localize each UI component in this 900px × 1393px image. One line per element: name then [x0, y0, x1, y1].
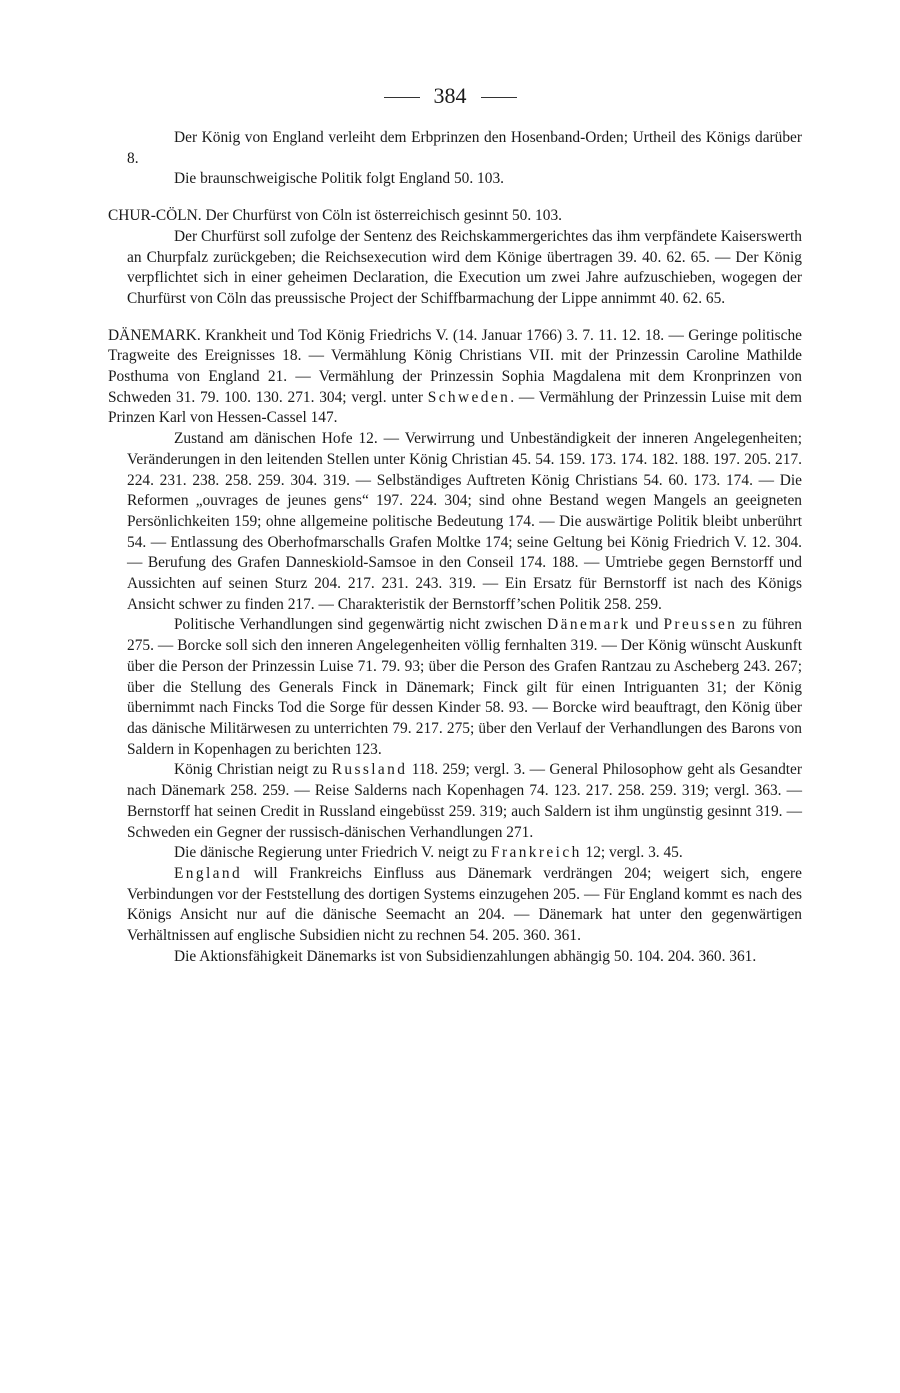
paragraph-frankreich: Die dänische Regierung unter Friedrich V. neigt zu Frankreich 12; vergl. 3. 45.	[174, 844, 683, 862]
paragraph-hof: Zustand am dänischen Hofe 12. — Verwirrung und Unbeständigkeit der inneren Angelegenheiten; Veränderungen in den leitenden Stellen unter König Christian 45. 54. 159. 173. 174. 182. 188. 197. 205. 217. 224. 231. 238. 258. 259. 304. 319. — Selbständiges Auftreten König Christians 54. 60. 173. 174. — Die Reformen „ouvrages de jeunes gens“ 197. 224. 304; sind ohne Bestand wegen Mangels an geeigneten Persönlichkeiten 159; ohne allgemeine politische Bedeutung 174. — Die auswärtige Politik bleibt unberührt 54. — Entlassung des Oberhofmarschalls Grafen Moltke 174; seine Geltung bei König Friedrich V. 12. 304. — Berufung des Grafen Danneskiold-Samsoe in den Conseil 174. 188. — Umtriebe gegen Bernstorff und Aussichten auf seinen Sturz 204. 217. 231. 243. 319. — Ein Ersatz für Bernstorff ist nach des Königs Ansicht schwer zu finden 217. — Charakteristik der Bernstorff’schen Politik 258. 259.	[127, 430, 802, 613]
header-rule-right	[481, 97, 517, 98]
entry-keyword: DÄNEMARK.	[108, 326, 201, 344]
index-text	[108, 128, 802, 967]
header-rule-left	[384, 97, 420, 98]
page-number: 384	[433, 83, 467, 108]
page-header	[0, 82, 900, 110]
paragraph-kaiserswerth: Der Churfürst soll zufolge der Sentenz des Reichskammergerichtes das ihm verpfändete Kaiserswerth an Churpfalz zurückgeben; die Reichsexecution wird dem Könige übertragen 39. 40. 62. 65. — Der König verpflichtet sich in einer geheimen Declaration, die Execution um zwei Jahre aufzuschieben, wogegen der Churfürst von Cöln das preussische Project der Schiffbarmachung der Lippe annimmt 40. 62. 65.	[127, 227, 802, 307]
paragraph-hosenband-orden: Der König von England verleiht dem Erbprinzen den Hosenband-Orden; Urtheil des Königs darüber 8.	[127, 129, 802, 167]
paragraph-russland: König Christian neigt zu Russland 118. 259; vergl. 3. — General Philosophow geht als Gesandter nach Dänemark 258. 259. — Reise Salderns nach Kopenhagen 74. 123. 217. 258. 259. 319; vergl. 363. — Bernstorff hat seinen Credit in Russland eingebüsst 259. 319; auch Saldern ist ihm ungünstig gesinnt 319. — Schweden ein Gegner der russisch-dänischen Verhandlungen 271.	[127, 761, 802, 841]
paragraph-preussen: Politische Verhandlungen sind gegenwärtig nicht zwischen Dänemark und Preussen zu führen 275. — Borcke soll sich den inneren Angelegenheiten völlig fernhalten 319. — Der König wünscht Auskunft über die Person der Prinzessin Luise 71. 79. 93; über die Person des Grafen Rantzau zu Ascheberg 243. 267; über die Stellung des Generals Finck in Dänemark; Finck gilt für einen Intriguanten 31; der König übernimmt nach Fincks Tod die Sorge für dessen Kinder 58. 93. — Borcke wird beauftragt, den König über das dänische Militärwesen zu unterrichten 79. 217. 275; über den Verlauf der Verhandlungen des Barons von Saldern in Kopenhagen zu berichten 123.	[127, 616, 802, 758]
paragraph-england: England will Frankreichs Einfluss aus Dänemark verdrängen 204; weigert sich, engere Verbindungen vor der Feststellung des dortigen Systems einzugehen 205. — Für England kommt es nach des Königs Ansicht nur auf die dänische Seemacht an 204. — Dänemark hat unter den gegenwärtigen Verhältnissen auf englische Subsidien nicht zu rechnen 54. 205. 360. 361.	[127, 864, 802, 945]
entry-keyword: CHUR-CÖLN.	[108, 207, 202, 225]
paragraph-subsidien: Die Aktionsfähigkeit Dänemarks ist von Subsidienzahlungen abhängig 50. 104. 204. 360. 361.	[174, 947, 757, 965]
entry-chur-coeln: CHUR-CÖLN. Der Churfürst von Cöln ist österreichisch gesinnt 50. 103.	[108, 207, 562, 225]
entry-daenemark: DÄNEMARK. Krankheit und Tod König Friedrichs V. (14. Januar 1766) 3. 7. 11. 12. 18. — Geringe politische Tragweite des Ereignisses 18. — Vermählung König Christians VII. mit der Prinzessin Caroline Mathilde Posthuma von England 21. — Vermählung der Prinzessin Sophia Magdalena mit dem Kronprinzen von Schweden 31. 79. 100. 130. 271. 304; vergl. unter Schweden. — Vermählung der Prinzessin Luise mit dem Prinzen Karl von Hessen-Cassel 147.	[108, 326, 802, 427]
paragraph-braunschweig: Die braunschweigische Politik folgt England 50. 103.	[174, 170, 504, 188]
